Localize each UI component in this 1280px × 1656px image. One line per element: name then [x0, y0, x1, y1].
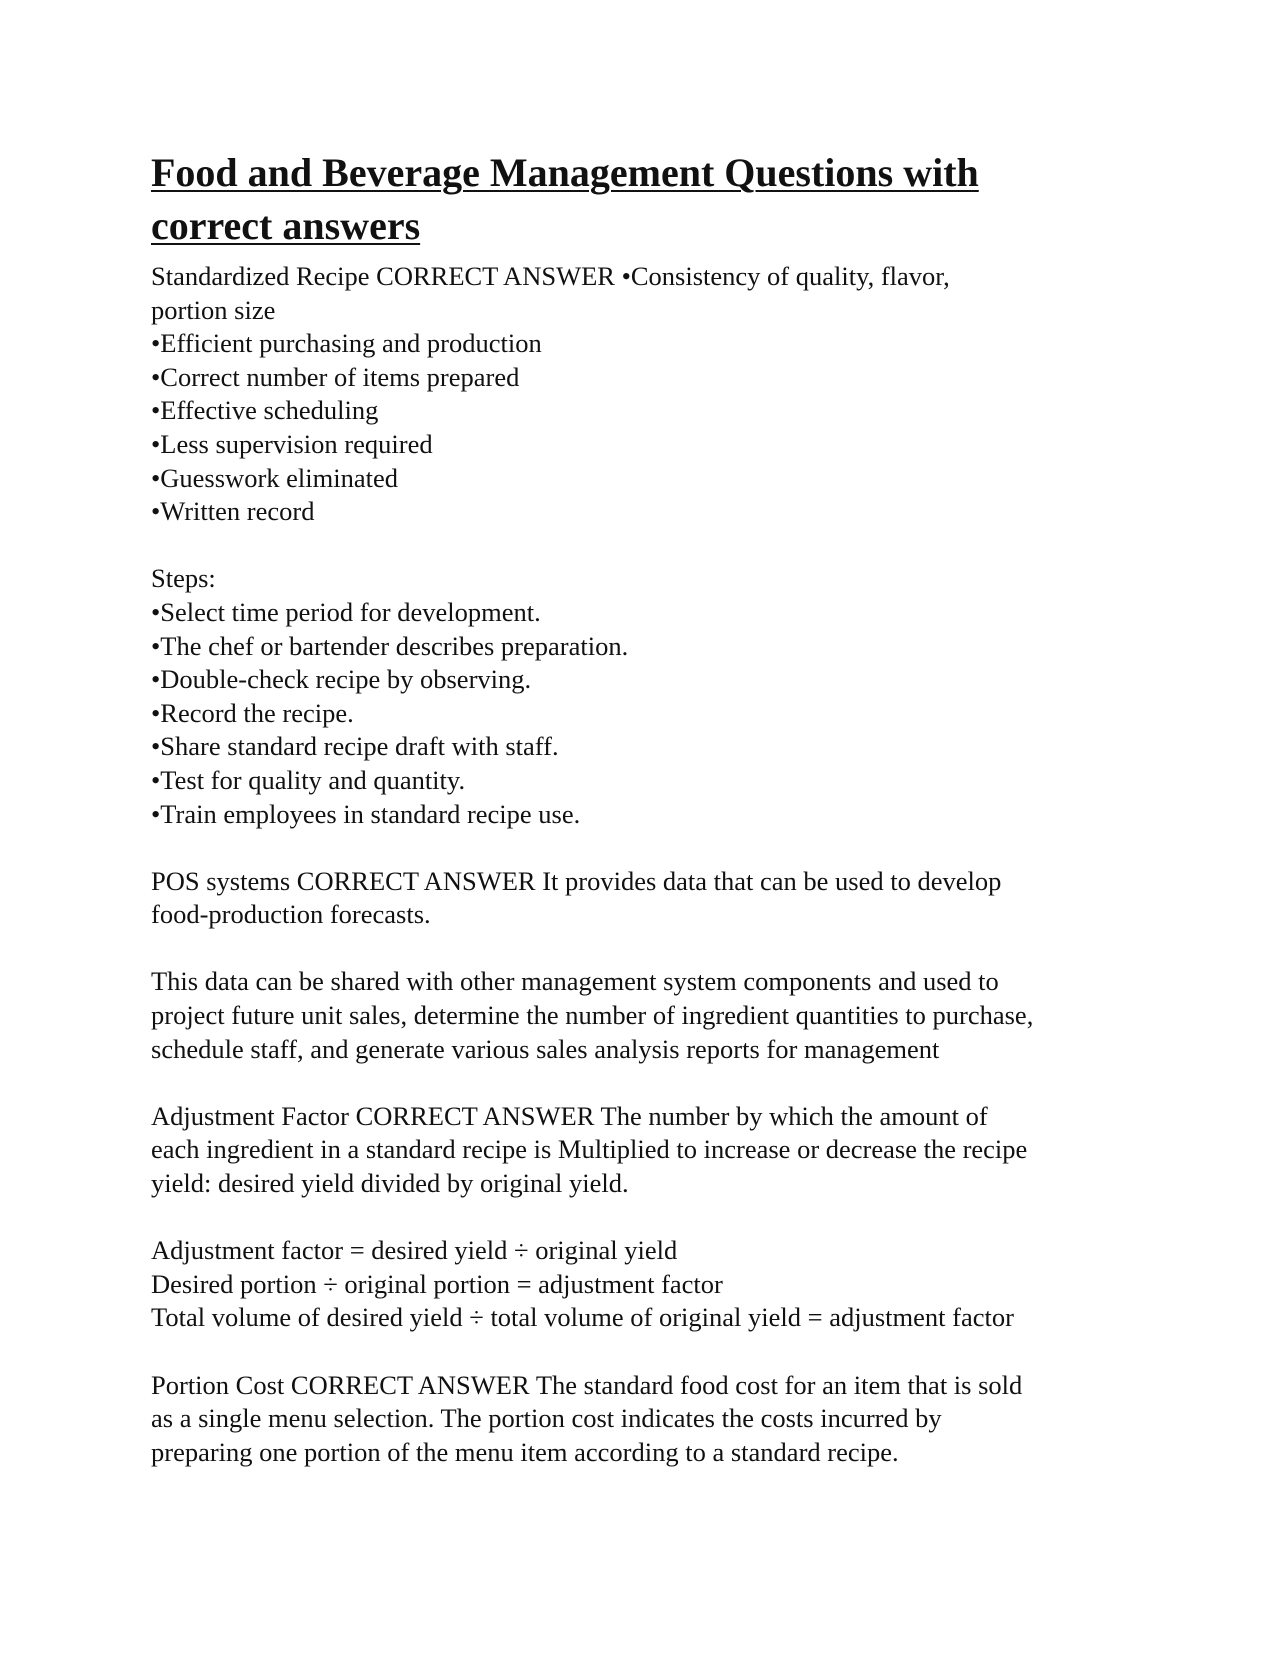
text-line: •Double-check recipe by observing.	[151, 664, 532, 695]
title-line-1: Food and Beverage Management Questions with	[151, 150, 979, 195]
text-line: project future unit sales, determine the number of ingredient quantities to purchase,	[151, 1000, 1034, 1031]
text-line: Total volume of desired yield ÷ total volume of original yield = adjustment factor	[151, 1302, 1014, 1333]
text-line: •Share standard recipe draft with staff.	[151, 731, 559, 762]
text-line: Adjustment factor = desired yield ÷ original yield	[151, 1235, 678, 1266]
text-line: This data can be shared with other management system components and used to	[151, 966, 999, 997]
text-line: •Correct number of items prepared	[151, 361, 520, 392]
text-line: Desired portion ÷ original portion = adjustment factor	[151, 1268, 723, 1299]
text-line: schedule staff, and generate various sales analysis reports for management	[151, 1033, 940, 1064]
blank-line	[151, 831, 1131, 865]
text-line: Steps:	[151, 563, 216, 594]
text-line: food-production forecasts.	[151, 899, 431, 930]
text-line: •Guesswork eliminated	[151, 462, 398, 493]
document-page	[151, 146, 1131, 1469]
text-line: •Record the recipe.	[151, 697, 354, 728]
title-line-2: correct answers	[151, 203, 421, 248]
text-line: •Test for quality and quantity.	[151, 764, 466, 795]
blank-line	[151, 529, 1131, 563]
text-line: as a single menu selection. The portion cost indicates the costs incurred by	[151, 1403, 942, 1434]
document-body	[151, 260, 1131, 1469]
blank-line	[151, 1335, 1131, 1369]
document-title	[151, 146, 1131, 252]
text-line: •Effective scheduling	[151, 395, 379, 426]
blank-line	[151, 1201, 1131, 1235]
text-line: Standardized Recipe CORRECT ANSWER •Consistency of quality, flavor,	[151, 261, 950, 291]
text-line: Adjustment Factor CORRECT ANSWER The number by which the amount of	[151, 1100, 988, 1131]
text-line: Portion Cost CORRECT ANSWER The standard food cost for an item that is sold	[151, 1369, 1023, 1400]
text-line: preparing one portion of the menu item according to a standard recipe.	[151, 1436, 899, 1467]
text-line: each ingredient in a standard recipe is Multiplied to increase or decrease the recipe	[151, 1134, 1028, 1165]
blank-line	[151, 1066, 1131, 1100]
text-line: •Efficient purchasing and production	[151, 328, 542, 359]
text-line: portion size	[151, 294, 276, 325]
text-line: •Train employees in standard recipe use.	[151, 798, 581, 829]
text-line: POS systems CORRECT ANSWER It provides data that can be used to develop	[151, 865, 1002, 896]
text-line: yield: desired yield divided by original yield.	[151, 1168, 629, 1199]
blank-line	[151, 932, 1131, 966]
text-line: •Select time period for development.	[151, 596, 541, 627]
text-line: •Less supervision required	[151, 428, 433, 459]
text-line: •The chef or bartender describes preparation.	[151, 630, 629, 661]
text-line: •Written record	[151, 496, 315, 527]
